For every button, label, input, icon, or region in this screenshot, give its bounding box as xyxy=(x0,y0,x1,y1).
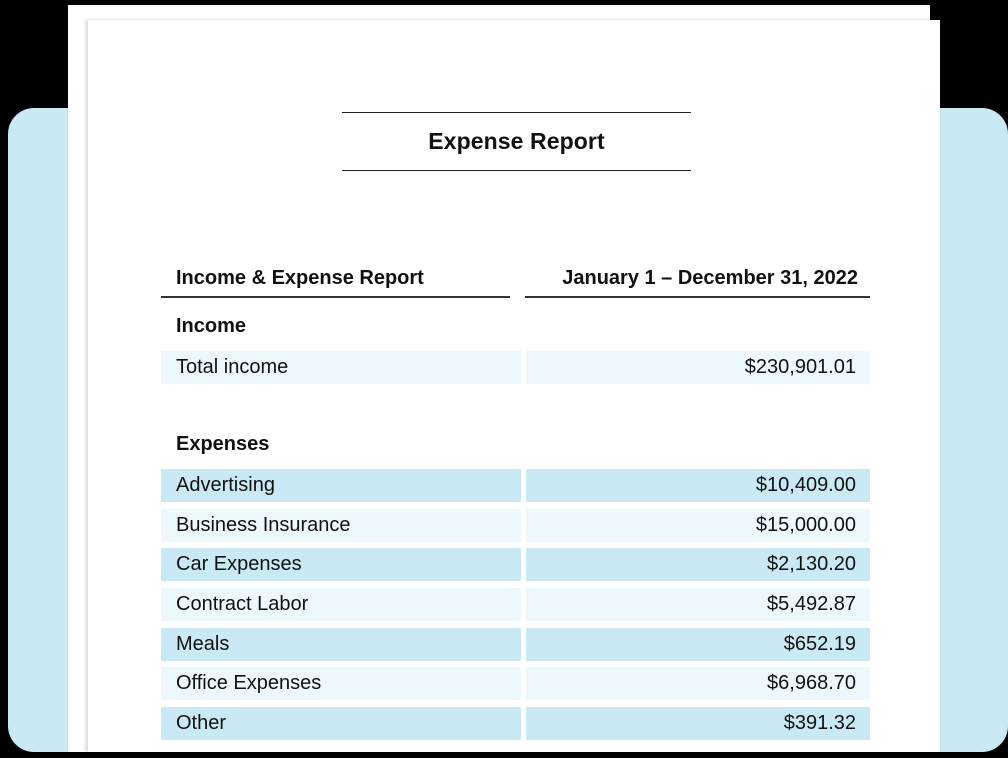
row-label: Other xyxy=(161,707,521,740)
table-row xyxy=(161,509,870,542)
row-value: $2,130.20 xyxy=(526,548,870,581)
table-row xyxy=(161,548,870,581)
row-value: $230,901.01 xyxy=(526,351,870,384)
table-row xyxy=(161,707,870,740)
row-label: Office Expenses xyxy=(161,667,521,700)
table-row xyxy=(161,351,870,384)
table-row xyxy=(161,628,870,661)
row-label: Business Insurance xyxy=(161,509,521,542)
row-label: Total income xyxy=(161,351,521,384)
paper-sheet xyxy=(88,20,940,752)
row-value: $15,000.00 xyxy=(526,509,870,542)
row-value: $6,968.70 xyxy=(526,667,870,700)
section-label-expenses: Expenses xyxy=(176,433,270,455)
report-title-block xyxy=(342,112,691,171)
row-label: Contract Labor xyxy=(161,588,521,621)
column-header-period: January 1 – December 31, 2022 xyxy=(525,260,870,298)
row-label: Car Expenses xyxy=(161,548,521,581)
row-label: Meals xyxy=(161,628,521,661)
table-row xyxy=(161,469,870,502)
row-value: $10,409.00 xyxy=(526,469,870,502)
row-value: $5,492.87 xyxy=(526,588,870,621)
table-row xyxy=(161,588,870,621)
row-value: $652.19 xyxy=(526,628,870,661)
row-label: Advertising xyxy=(161,469,521,502)
section-label-income: Income xyxy=(176,315,247,337)
row-value: $391.32 xyxy=(526,707,870,740)
report-title: Expense Report xyxy=(428,128,605,154)
column-header-report: Income & Expense Report xyxy=(161,260,510,298)
table-row xyxy=(161,667,870,700)
